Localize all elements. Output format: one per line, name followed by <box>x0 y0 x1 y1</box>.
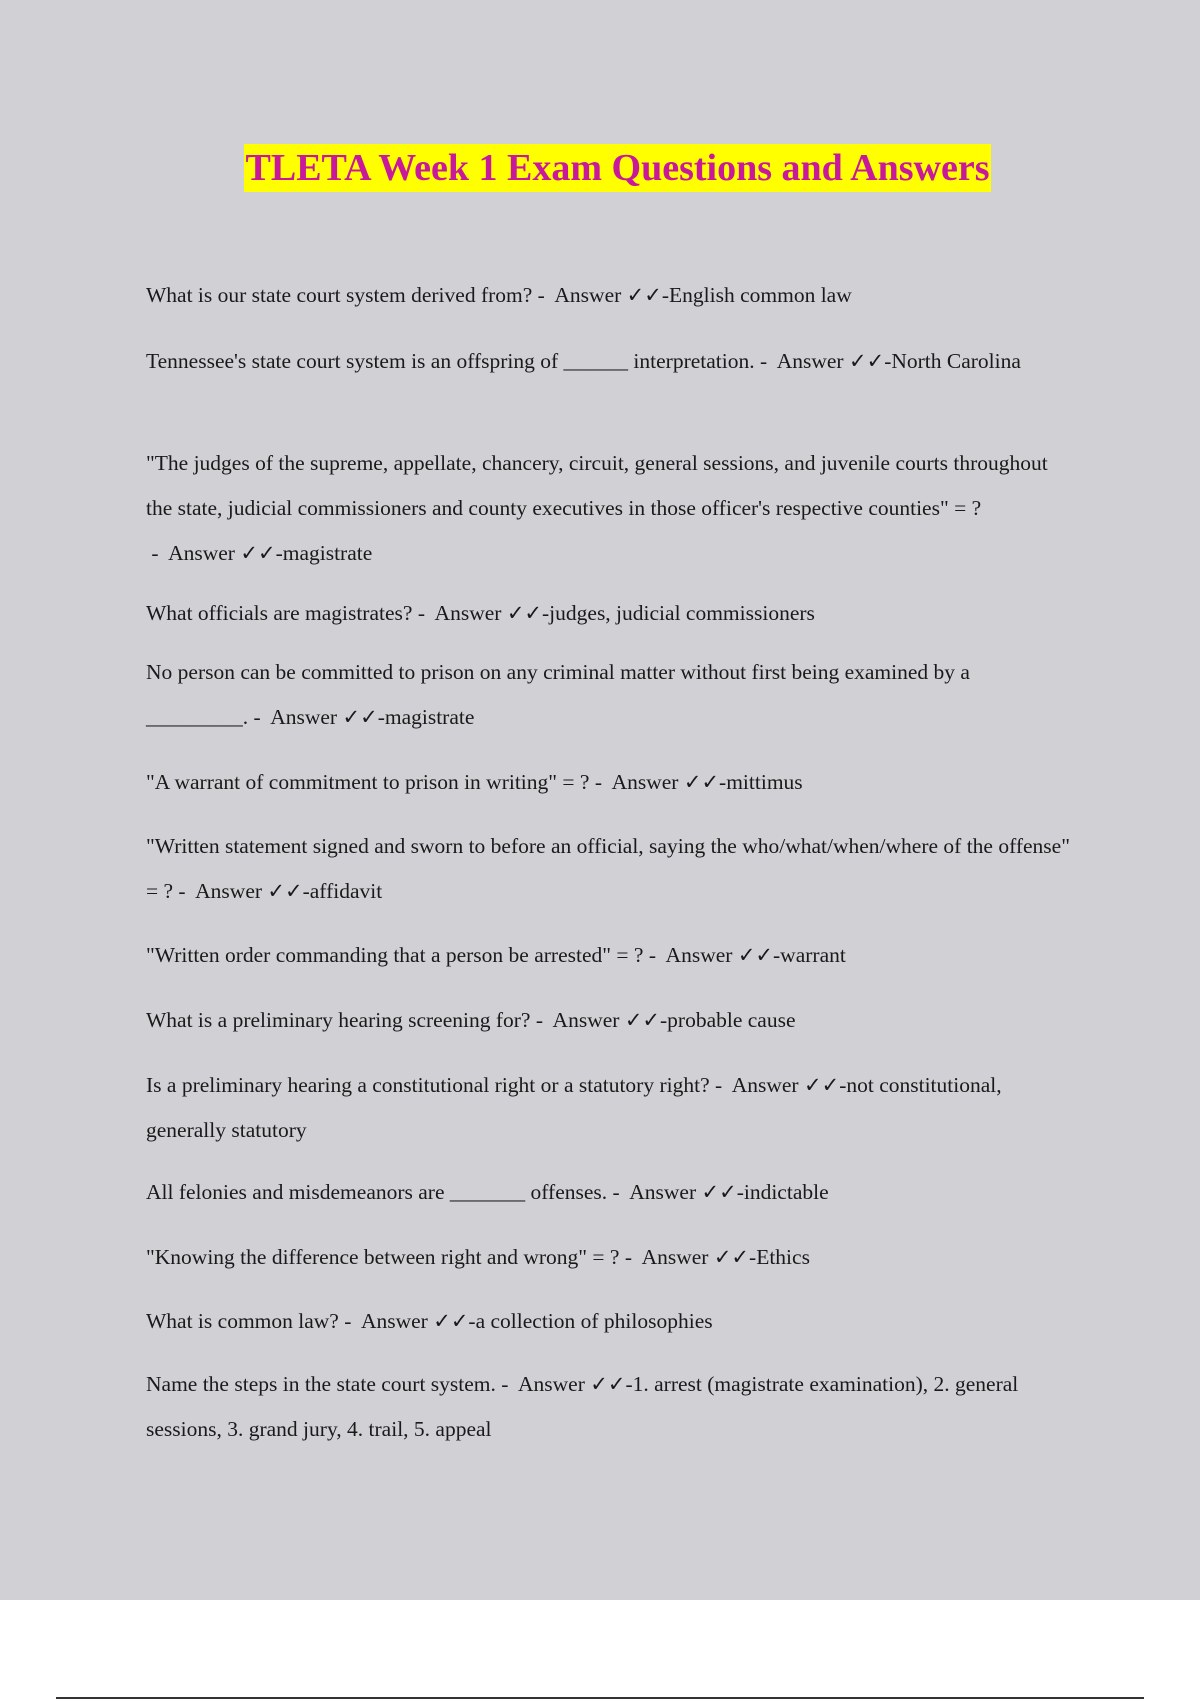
answer-text: -warrant <box>773 943 846 967</box>
qa-item <box>146 760 1076 805</box>
question-text: "Written order commanding that a person be arrested" = ? <box>146 943 644 967</box>
double-check-icon: ✓✓ <box>803 1073 840 1097</box>
question-text: What officials are magistrates? <box>146 601 413 625</box>
qa-item <box>146 441 1076 576</box>
answer-text: -mittimus <box>719 770 803 794</box>
double-check-icon: ✓✓ <box>713 1245 750 1269</box>
qa-item <box>146 1235 1076 1280</box>
qa-item <box>146 273 1076 318</box>
question-text: What is common law? <box>146 1309 339 1333</box>
question-text: Is a preliminary hearing a constitutional right or a statutory right? <box>146 1073 710 1097</box>
question-text: All felonies and misdemeanors are _______ offenses. <box>146 1180 608 1204</box>
answer-prefix: - Answer <box>530 1008 625 1032</box>
double-check-icon: ✓✓ <box>590 1372 626 1396</box>
answer-prefix: - Answer <box>338 1309 434 1333</box>
answer-text: -North Carolina <box>884 349 1021 373</box>
double-check-icon: ✓✓ <box>342 705 378 729</box>
answer-prefix: - Answer <box>754 349 849 373</box>
footer-divider <box>56 1697 1144 1699</box>
answer-text: -magistrate <box>275 541 373 565</box>
qa-item <box>146 1063 1076 1153</box>
document-title: TLETA Week 1 Exam Questions and Answers <box>244 144 992 192</box>
double-check-icon: ✓✓ <box>683 770 720 794</box>
answer-prefix: - Answer <box>643 943 738 967</box>
question-text: What is a preliminary hearing screening for? <box>146 1008 531 1032</box>
answer-text: -a collection of philosophies <box>468 1309 713 1333</box>
title-container <box>0 144 1200 192</box>
double-check-icon: ✓✓ <box>737 943 774 967</box>
qa-item <box>146 1299 1076 1344</box>
double-check-icon: ✓✓ <box>506 601 543 625</box>
double-check-icon: ✓✓ <box>240 541 276 565</box>
answer-prefix: - Answer <box>248 705 343 729</box>
qa-item <box>146 591 1076 636</box>
question-text: Name the steps in the state court system. <box>146 1372 496 1396</box>
answer-text: -probable cause <box>660 1008 796 1032</box>
double-check-icon: ✓✓ <box>624 1008 661 1032</box>
answer-prefix: - Answer <box>146 541 241 565</box>
double-check-icon: ✓✓ <box>267 879 303 903</box>
question-text: "Knowing the difference between right and wrong" = ? <box>146 1245 620 1269</box>
qa-item <box>146 1362 1076 1452</box>
question-text: "Written statement signed and sworn to before an official, saying the who/what/when/where of the offense" = ? <box>146 834 1070 903</box>
answer-text: -affidavit <box>302 879 383 903</box>
answer-text: -magistrate <box>377 705 475 729</box>
qa-item <box>146 650 1076 740</box>
answer-text: -not constitutional, generally statutory <box>146 1073 1002 1142</box>
question-text: Tennessee's state court system is an offspring of ______ interpretation. <box>146 349 755 373</box>
question-text: What is our state court system derived from? <box>146 283 533 307</box>
answer-prefix: - Answer <box>412 601 507 625</box>
double-check-icon: ✓✓ <box>626 283 662 307</box>
question-text: No person can be committed to prison on any criminal matter without first being examined by a _________. <box>146 660 970 729</box>
qa-item <box>146 339 1076 384</box>
qa-item <box>146 998 1076 1043</box>
question-text: "A warrant of commitment to prison in writing" = ? <box>146 770 590 794</box>
answer-text: -1. arrest (magistrate examination), 2. general sessions, 3. grand jury, 4. trail, 5. appeal <box>146 1372 1019 1441</box>
answer-text: -judges, judicial commissioners <box>542 601 815 625</box>
answer-prefix: - Answer <box>495 1372 591 1396</box>
answer-prefix: - Answer <box>589 770 684 794</box>
answer-prefix: - Answer <box>607 1180 702 1204</box>
double-check-icon: ✓✓ <box>701 1180 737 1204</box>
qa-item <box>146 1170 1076 1215</box>
double-check-icon: ✓✓ <box>433 1309 469 1333</box>
answer-text: -indictable <box>736 1180 829 1204</box>
answer-prefix: - Answer <box>532 283 627 307</box>
answer-text: -English common law <box>661 283 852 307</box>
double-check-icon: ✓✓ <box>848 349 885 373</box>
answer-text: -Ethics <box>749 1245 810 1269</box>
question-text: "The judges of the supreme, appellate, chancery, circuit, general sessions, and juvenile courts throughout the state, judicial commissioners and county executives in those officer's respective counties" = ? <box>146 451 1048 520</box>
qa-item <box>146 824 1076 914</box>
qa-item <box>146 933 1076 978</box>
answer-prefix: - Answer <box>173 879 268 903</box>
answer-prefix: - Answer <box>619 1245 714 1269</box>
answer-prefix: - Answer <box>709 1073 804 1097</box>
